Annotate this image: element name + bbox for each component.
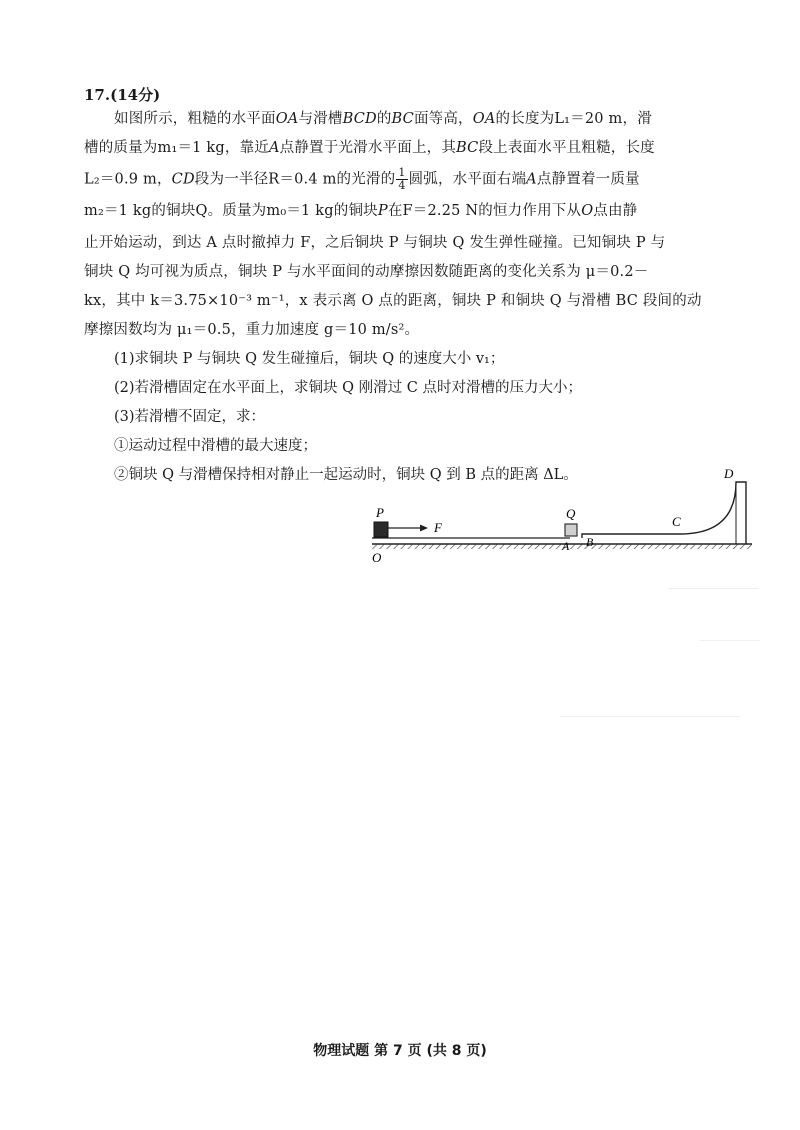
intro-line-7: kx，其中 k＝3.75×10⁻³ m⁻¹，x 表示离 O 点的距离，铜块 P 和铜块 Q 与滑槽 BC 段间的动 bbox=[84, 293, 702, 309]
bleed-through-mark bbox=[668, 588, 758, 589]
label-Q: Q bbox=[566, 506, 576, 521]
block-Q bbox=[565, 524, 577, 536]
block-P bbox=[374, 522, 388, 537]
part-3: (3)若滑槽不固定，求： bbox=[114, 409, 266, 425]
intro-line-2: 槽的质量为m₁＝1 kg，靠近A点静置于光滑水平面上，其BC段上表面水平且粗糙，长度 bbox=[84, 140, 655, 156]
intro-line-8: 摩擦因数均为 μ₁＝0.5，重力加速度 g＝10 m/s²。 bbox=[84, 322, 420, 338]
label-P: P bbox=[376, 505, 384, 520]
intro-line-1: 如图所示，粗糙的水平面OA与滑槽BCD的BC面等高，OA的长度为L₁＝20 m，滑 bbox=[114, 111, 652, 127]
label-F: F bbox=[434, 520, 442, 535]
bleed-through-mark bbox=[560, 716, 740, 717]
part-3-1: ①运动过程中滑槽的最大速度； bbox=[114, 438, 317, 454]
mechanics-diagram bbox=[360, 462, 760, 572]
page-footer: 物理试题 第 7 页 (共 8 页) bbox=[313, 1043, 487, 1059]
force-arrowhead bbox=[420, 525, 428, 532]
label-B: B bbox=[586, 535, 594, 549]
part-3-2: ②铜块 Q 与滑槽保持相对静止一起运动时，铜块 Q 到 B 点的距离 ΔL。 bbox=[114, 467, 578, 483]
bleed-through-mark bbox=[700, 640, 760, 641]
intro-line-5: 止开始运动，到达 A 点时撤掉力 F，之后铜块 P 与铜块 Q 发生弹性碰撞。已知铜块 P 与 bbox=[84, 235, 666, 251]
label-O: O bbox=[372, 550, 382, 565]
slot-BCD bbox=[582, 482, 746, 544]
question-number: 17.(14分) bbox=[84, 86, 161, 104]
part-1: (1)求铜块 P 与铜块 Q 发生碰撞后，铜块 Q 的速度大小 v₁； bbox=[114, 351, 505, 367]
intro-line-3: L₂＝0.9 m，CD段为一半径R＝0.4 m的光滑的 $\frac{1}{4}$ 圆弧，水平面右端A点静置着一质量 bbox=[84, 166, 640, 192]
intro-line-4: m₂＝1 kg的铜块Q。质量为m₀＝1 kg的铜块P在F＝2.25 N的恒力作用下从O点由静 bbox=[84, 203, 638, 219]
label-C: C bbox=[672, 514, 681, 529]
label-D: D bbox=[724, 466, 734, 481]
intro-line-6: 铜块 Q 均可视为质点，铜块 P 与水平面间的动摩擦因数随距离的变化关系为 μ＝0.2－ bbox=[84, 264, 649, 280]
label-A: A bbox=[562, 539, 570, 553]
quarter-fraction: $\frac{1}{4}$ bbox=[398, 166, 406, 192]
part-2: (2)若滑槽固定在水平面上，求铜块 Q 刚滑过 C 点时对滑槽的压力大小； bbox=[114, 380, 582, 396]
